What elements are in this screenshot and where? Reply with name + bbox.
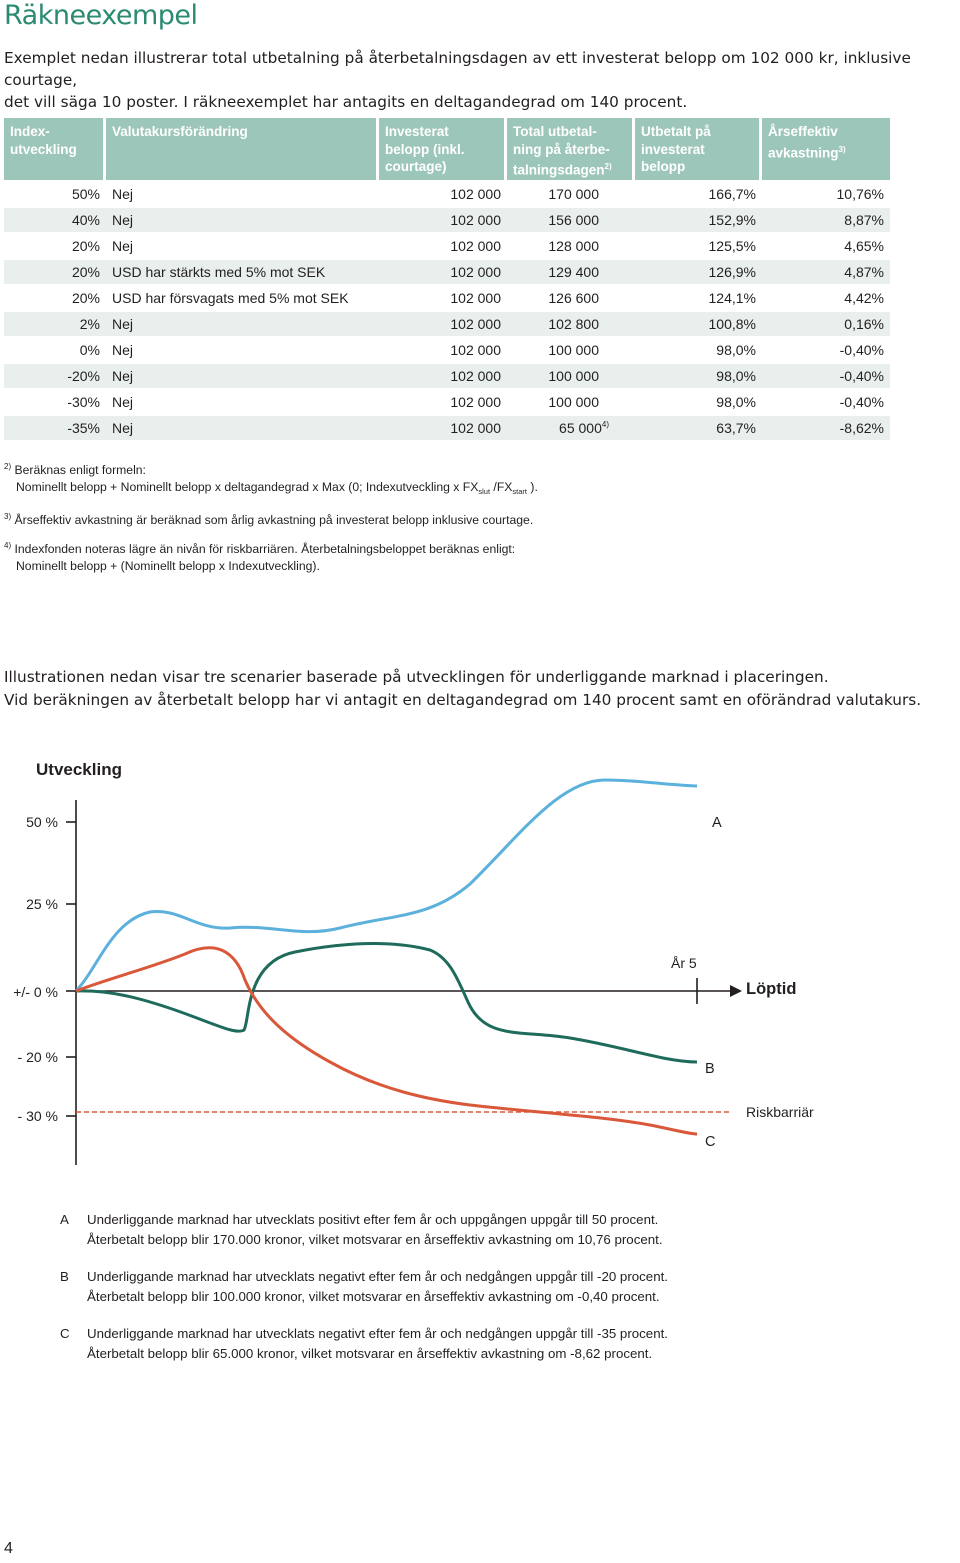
cell-fx — [106, 420, 379, 436]
cell-fx-text: Nej — [112, 368, 134, 384]
cell-invested-text: 102 000 — [450, 342, 501, 358]
cell-invested — [379, 264, 507, 280]
header-annual-line: Årseffektiv — [768, 124, 838, 139]
formula-part: /FX — [490, 480, 513, 495]
cell-fx-text: Nej — [112, 342, 134, 358]
legend-text — [87, 1324, 668, 1363]
cell-fx — [106, 394, 379, 410]
header-paid-line: Utbetalt på — [641, 124, 711, 139]
y-tick-label: 25 % — [26, 896, 58, 912]
cell-index-text: -35% — [67, 420, 100, 436]
cell-annual-text: -0,40% — [839, 394, 884, 410]
cell-total-text: 128 000 — [548, 238, 599, 254]
header-invested-line: Investerat — [385, 124, 449, 139]
chart-title: Utveckling — [36, 760, 122, 779]
legend-line: Återbetalt belopp blir 100.000 kronor, vilket motsvarar en årseffektiv avkastning om -0,40 procent. — [87, 1288, 660, 1304]
page-title: Räkneexempel — [4, 0, 198, 31]
cell-fx — [106, 342, 379, 358]
footnote-mark: 2) — [4, 462, 12, 471]
table-body — [4, 180, 890, 440]
header-paid-line: belopp — [641, 159, 686, 174]
y-tick-label: - 20 % — [17, 1049, 58, 1065]
cell-invested — [379, 316, 507, 332]
table-row — [4, 362, 890, 388]
header-fx-line: Valutakursförändring — [112, 124, 248, 139]
cell-paid-text: 98,0% — [716, 394, 756, 410]
cell-paid — [635, 316, 762, 332]
cell-paid-text: 63,7% — [716, 420, 756, 436]
cell-total — [507, 342, 635, 358]
cell-total-text: 100 000 — [548, 394, 599, 410]
y-tick-label: - 30 % — [17, 1108, 58, 1124]
cell-paid-text: 100,8% — [708, 316, 756, 332]
footnote-mark: 3) — [4, 512, 12, 522]
cell-index — [4, 368, 106, 384]
cell-paid — [635, 368, 762, 384]
x-axis-arrow-icon — [730, 985, 742, 997]
cell-paid — [635, 238, 762, 254]
cell-invested — [379, 368, 507, 384]
table-row — [4, 414, 890, 440]
cell-total-text: 100 000 — [548, 368, 599, 384]
header-fx — [106, 118, 379, 180]
header-invested-line: courtage) — [385, 159, 447, 174]
scenario-legend — [60, 1210, 940, 1381]
cell-annual — [762, 368, 890, 384]
footnote-ref: 2) — [604, 162, 612, 171]
cell-invested-text: 102 000 — [450, 420, 501, 436]
footnote-4-formula: Nominellt belopp + (Nominellt belopp x Indexutveckling). — [16, 559, 320, 574]
cell-invested-text: 102 000 — [450, 212, 501, 228]
year5-label: År 5 — [671, 955, 697, 971]
header-annual-text: avkastning — [768, 145, 839, 160]
formula-subscript: start — [512, 487, 527, 497]
footnote-text: Indexfonden noteras lägre än nivån för riskbarriären. Återbetalningsbeloppet beräknas enligt: — [14, 542, 516, 557]
footnote-mark: 4) — [4, 541, 12, 551]
legend-item-c — [60, 1324, 940, 1363]
cell-annual — [762, 264, 890, 280]
cell-invested-text: 102 000 — [450, 186, 501, 202]
header-annual-line — [768, 141, 884, 162]
cell-invested — [379, 238, 507, 254]
cell-index-text: 20% — [71, 264, 100, 280]
cell-paid-text: 98,0% — [716, 368, 756, 384]
series-label-b: B — [705, 1061, 715, 1077]
cell-index-text: 20% — [71, 290, 100, 306]
legend-line: Underliggande marknad har utvecklats negativt efter fem år och nedgången uppgår till -20 procent. — [87, 1269, 668, 1284]
y-tick-label: +/- 0 % — [13, 984, 58, 1000]
cell-paid — [635, 264, 762, 280]
footnote-2-formula — [4, 479, 904, 500]
table-row — [4, 232, 890, 258]
table-row — [4, 206, 890, 232]
table-header — [4, 118, 890, 180]
footnote-text: Årseffektiv avkastning är beräknad som årlig avkastning på investerat belopp inklusive courtage. — [14, 513, 534, 528]
cell-total-text: 129 400 — [548, 264, 599, 280]
cell-index-text: 50% — [71, 186, 100, 202]
illustration-line-1: Illustrationen nedan visar tre scenarier baserade på utvecklingen för underliggande marknad i placeringen. — [4, 668, 829, 686]
table-row — [4, 258, 890, 284]
cell-fx-text: USD har stärkts med 5% mot SEK — [112, 264, 326, 280]
cell-total — [507, 186, 635, 202]
table-row — [4, 284, 890, 310]
legend-text — [87, 1267, 668, 1306]
cell-invested — [379, 342, 507, 358]
cell-index — [4, 212, 106, 228]
cell-invested-text: 102 000 — [450, 316, 501, 332]
intro-line-1: Exemplet nedan illustrerar total utbetalning på återbetalningsdagen av ett investerat belopp om 102 000 kr, inklusive courtage, — [4, 49, 911, 89]
cell-fx-text: Nej — [112, 316, 134, 332]
cell-fx — [106, 212, 379, 228]
example-table — [4, 118, 890, 440]
footnotes — [4, 458, 904, 575]
y-ticks — [13, 814, 76, 1124]
cell-paid-text: 125,5% — [708, 238, 756, 254]
cell-paid — [635, 420, 762, 436]
cell-paid-text: 124,1% — [708, 290, 756, 306]
formula-part: Nominellt belopp + Nominellt belopp x deltagandegrad x Max (0; Indexutveckling x FX — [16, 480, 479, 495]
cell-total-text: 156 000 — [548, 212, 599, 228]
header-invested — [379, 118, 507, 180]
cell-paid — [635, 290, 762, 306]
header-total — [507, 118, 635, 180]
cell-annual-text: -0,40% — [839, 368, 884, 384]
cell-annual-text: 8,87% — [844, 212, 884, 228]
cell-invested — [379, 420, 507, 436]
cell-total-text: 102 800 — [548, 316, 599, 332]
cell-invested — [379, 394, 507, 410]
cell-annual-text: 4,65% — [844, 238, 884, 254]
cell-index — [4, 316, 106, 332]
illustration-line-2: Vid beräkningen av återbetalt belopp har vi antagit en deltagandegrad om 140 procent samt en oförändrad valutakurs. — [4, 691, 922, 709]
cell-annual — [762, 420, 890, 436]
legend-line: Underliggande marknad har utvecklats positivt efter fem år och uppgången uppgår till 50 procent. — [87, 1212, 659, 1227]
cell-annual — [762, 238, 890, 254]
cell-index-text: -30% — [67, 394, 100, 410]
cell-invested-text: 102 000 — [450, 368, 501, 384]
cell-fx-text: Nej — [112, 394, 134, 410]
cell-fx — [106, 264, 379, 280]
cell-fx-text: Nej — [112, 186, 134, 202]
cell-paid — [635, 212, 762, 228]
intro-line-2: det vill säga 10 poster. I räkneexemplet har antagits en deltagandegrad om 140 procent. — [4, 93, 688, 111]
cell-total-text: 100 000 — [548, 342, 599, 358]
cell-invested-text: 102 000 — [450, 394, 501, 410]
header-index — [4, 118, 106, 180]
header-invested-line: belopp (inkl. — [385, 141, 465, 157]
cell-fx — [106, 316, 379, 332]
cell-fx — [106, 186, 379, 202]
formula-subscript: slut — [478, 487, 491, 497]
cell-fx-text: Nej — [112, 238, 134, 254]
cell-total — [507, 290, 635, 306]
header-total-line: Total utbetal- — [513, 124, 597, 139]
header-total-line: ning på återbe- — [513, 141, 610, 157]
risk-barrier-label: Riskbarriär — [746, 1104, 814, 1120]
cell-annual — [762, 342, 890, 358]
header-total-line — [513, 158, 626, 179]
cell-annual — [762, 290, 890, 306]
series-label-a: A — [712, 815, 722, 831]
cell-total-text: 65 000 — [559, 420, 602, 436]
cell-index-text: 40% — [71, 212, 100, 228]
cell-fx-text: USD har försvagats med 5% mot SEK — [112, 290, 349, 306]
header-annual — [762, 118, 890, 180]
cell-annual — [762, 186, 890, 202]
x-axis-label: Löptid — [746, 980, 797, 998]
cell-total-text: 126 600 — [548, 290, 599, 306]
cell-total-text: 170 000 — [548, 186, 599, 202]
cell-annual-text: 4,87% — [844, 264, 884, 280]
table-row — [4, 310, 890, 336]
cell-annual-text: 10,76% — [836, 186, 884, 202]
cell-paid-text: 152,9% — [708, 212, 756, 228]
cell-annual-text: -0,40% — [839, 342, 884, 358]
legend-text — [87, 1210, 663, 1249]
cell-fx-text: Nej — [112, 212, 134, 228]
cell-total — [507, 238, 635, 254]
cell-index-text: 20% — [71, 238, 100, 254]
cell-invested-text: 102 000 — [450, 290, 501, 306]
cell-index-text: 2% — [79, 316, 100, 332]
cell-invested — [379, 186, 507, 202]
cell-paid — [635, 394, 762, 410]
cell-index — [4, 290, 106, 306]
cell-index-text: -20% — [67, 368, 100, 384]
legend-line: Återbetalt belopp blir 65.000 kronor, vilket motsvarar en årseffektiv avkastning om -8,62 procent. — [87, 1345, 653, 1361]
page-number: 4 — [4, 1540, 13, 1557]
table-row — [4, 180, 890, 206]
footnote-ref: 3) — [838, 144, 846, 154]
footnote-3 — [4, 508, 904, 529]
cell-total — [507, 420, 635, 436]
cell-total — [507, 394, 635, 410]
cell-total — [507, 368, 635, 384]
header-paid — [635, 118, 762, 180]
cell-paid-text: 98,0% — [716, 342, 756, 358]
legend-key: C — [60, 1326, 70, 1341]
cell-invested — [379, 290, 507, 306]
header-total-text: talningsdagen — [513, 162, 605, 178]
legend-item-b — [60, 1267, 940, 1306]
cell-annual — [762, 316, 890, 332]
cell-total — [507, 316, 635, 332]
cell-index — [4, 420, 106, 436]
series-label-c: C — [705, 1134, 716, 1150]
series-line-c — [76, 948, 697, 1134]
table-row — [4, 336, 890, 362]
legend-line: Underliggande marknad har utvecklats negativt efter fem år och nedgången uppgår till -35 procent. — [87, 1326, 668, 1341]
footnote-2 — [4, 458, 904, 479]
cell-annual-text: 4,42% — [844, 290, 884, 306]
cell-fx — [106, 290, 379, 306]
header-index-line: Index- — [10, 124, 50, 139]
cell-index — [4, 264, 106, 280]
footnote-ref: 4) — [601, 420, 609, 430]
legend-key: A — [60, 1212, 69, 1227]
header-index-line: utveckling — [10, 141, 77, 157]
cell-index — [4, 394, 106, 410]
cell-fx — [106, 368, 379, 384]
formula-part: ). — [527, 480, 538, 495]
legend-item-a — [60, 1210, 940, 1249]
cell-invested-text: 102 000 — [450, 264, 501, 280]
cell-annual-text: -8,62% — [839, 420, 884, 436]
cell-index — [4, 186, 106, 202]
legend-key: B — [60, 1269, 69, 1284]
header-paid-line: investerat — [641, 141, 705, 157]
cell-fx-text: Nej — [112, 420, 134, 436]
cell-paid — [635, 186, 762, 202]
footnote-4 — [4, 537, 904, 558]
cell-index-text: 0% — [79, 342, 100, 358]
cell-invested-text: 102 000 — [450, 238, 501, 254]
intro-text — [4, 47, 954, 113]
footnote-text: Beräknas enligt formeln: — [14, 463, 146, 478]
y-tick-label: 50 % — [26, 814, 58, 830]
cell-annual — [762, 394, 890, 410]
cell-paid-text: 166,7% — [708, 186, 756, 202]
scenario-chart — [0, 750, 960, 1170]
illustration-text — [4, 666, 954, 712]
cell-index — [4, 342, 106, 358]
cell-total — [507, 212, 635, 228]
legend-line: Återbetalt belopp blir 170.000 kronor, vilket motsvarar en årseffektiv avkastning om 10,76 procent. — [87, 1231, 663, 1247]
cell-paid-text: 126,9% — [708, 264, 756, 280]
cell-annual — [762, 212, 890, 228]
table-row — [4, 388, 890, 414]
cell-index — [4, 238, 106, 254]
cell-total — [507, 264, 635, 280]
cell-annual-text: 0,16% — [844, 316, 884, 332]
cell-paid — [635, 342, 762, 358]
cell-invested — [379, 212, 507, 228]
cell-fx — [106, 238, 379, 254]
